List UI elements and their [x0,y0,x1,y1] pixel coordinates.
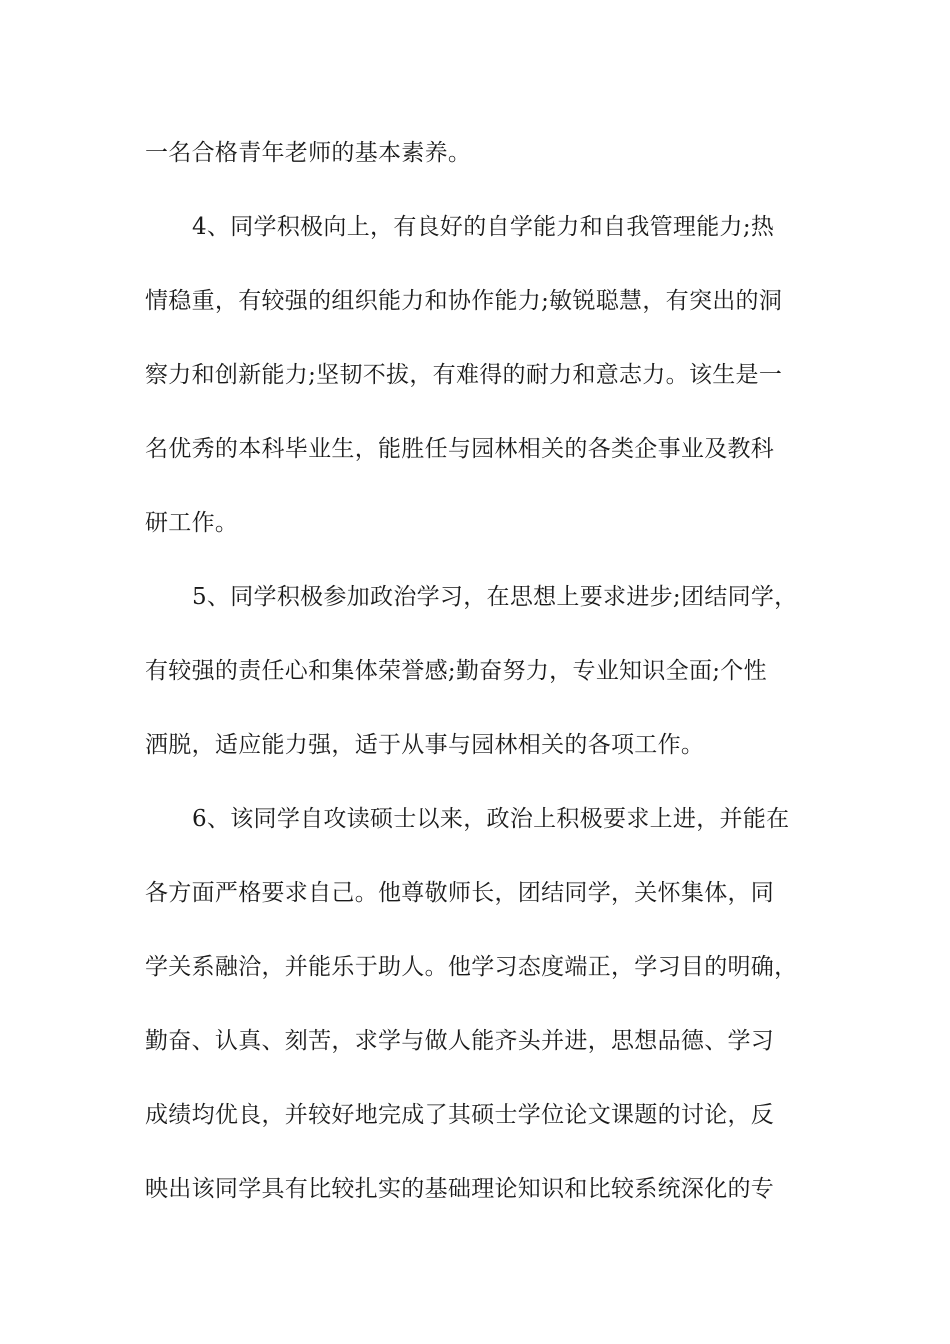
text-line: 名优秀的本科毕业生，能胜任与园林相关的各类企事业及教科 [145,436,775,462]
text-line: 察力和创新能力;坚韧不拔，有难得的耐力和意志力。该生是一 [145,362,783,388]
text-line: 勤奋、认真、刻苦，求学与做人能齐头并进，思想品德、学习 [145,1028,775,1054]
text-line: 研工作。 [145,510,239,536]
text-line: 情稳重，有较强的组织能力和协作能力;敏锐聪慧，有突出的洞 [145,288,783,314]
text-line: 学关系融洽，并能乐于助人。他学习态度端正，学习目的明确， [145,954,798,980]
paragraph-4-start: 4、同学积极向上，有良好的自学能力和自我管理能力;热 [192,214,775,240]
paragraph-6-start: 6、该同学自攻读硕士以来，政治上积极要求上进，并能在 [192,806,790,832]
text-line: 一名合格青年老师的基本素养。 [145,140,472,166]
text-line: 有较强的责任心和集体荣誉感;勤奋努力，专业知识全面;个性 [145,658,767,684]
text-line: 洒脱，适应能力强，适于从事与园林相关的各项工作。 [145,732,705,758]
paragraph-5-start: 5、同学积极参加政治学习，在思想上要求进步;团结同学， [192,584,798,610]
text-line: 成绩均优良，并较好地完成了其硕士学位论文课题的讨论，反 [145,1102,775,1128]
text-line: 映出该同学具有比较扎实的基础理论知识和比较系统深化的专 [145,1176,775,1202]
text-line: 各方面严格要求自己。他尊敬师长，团结同学，关怀集体，同 [145,880,775,906]
